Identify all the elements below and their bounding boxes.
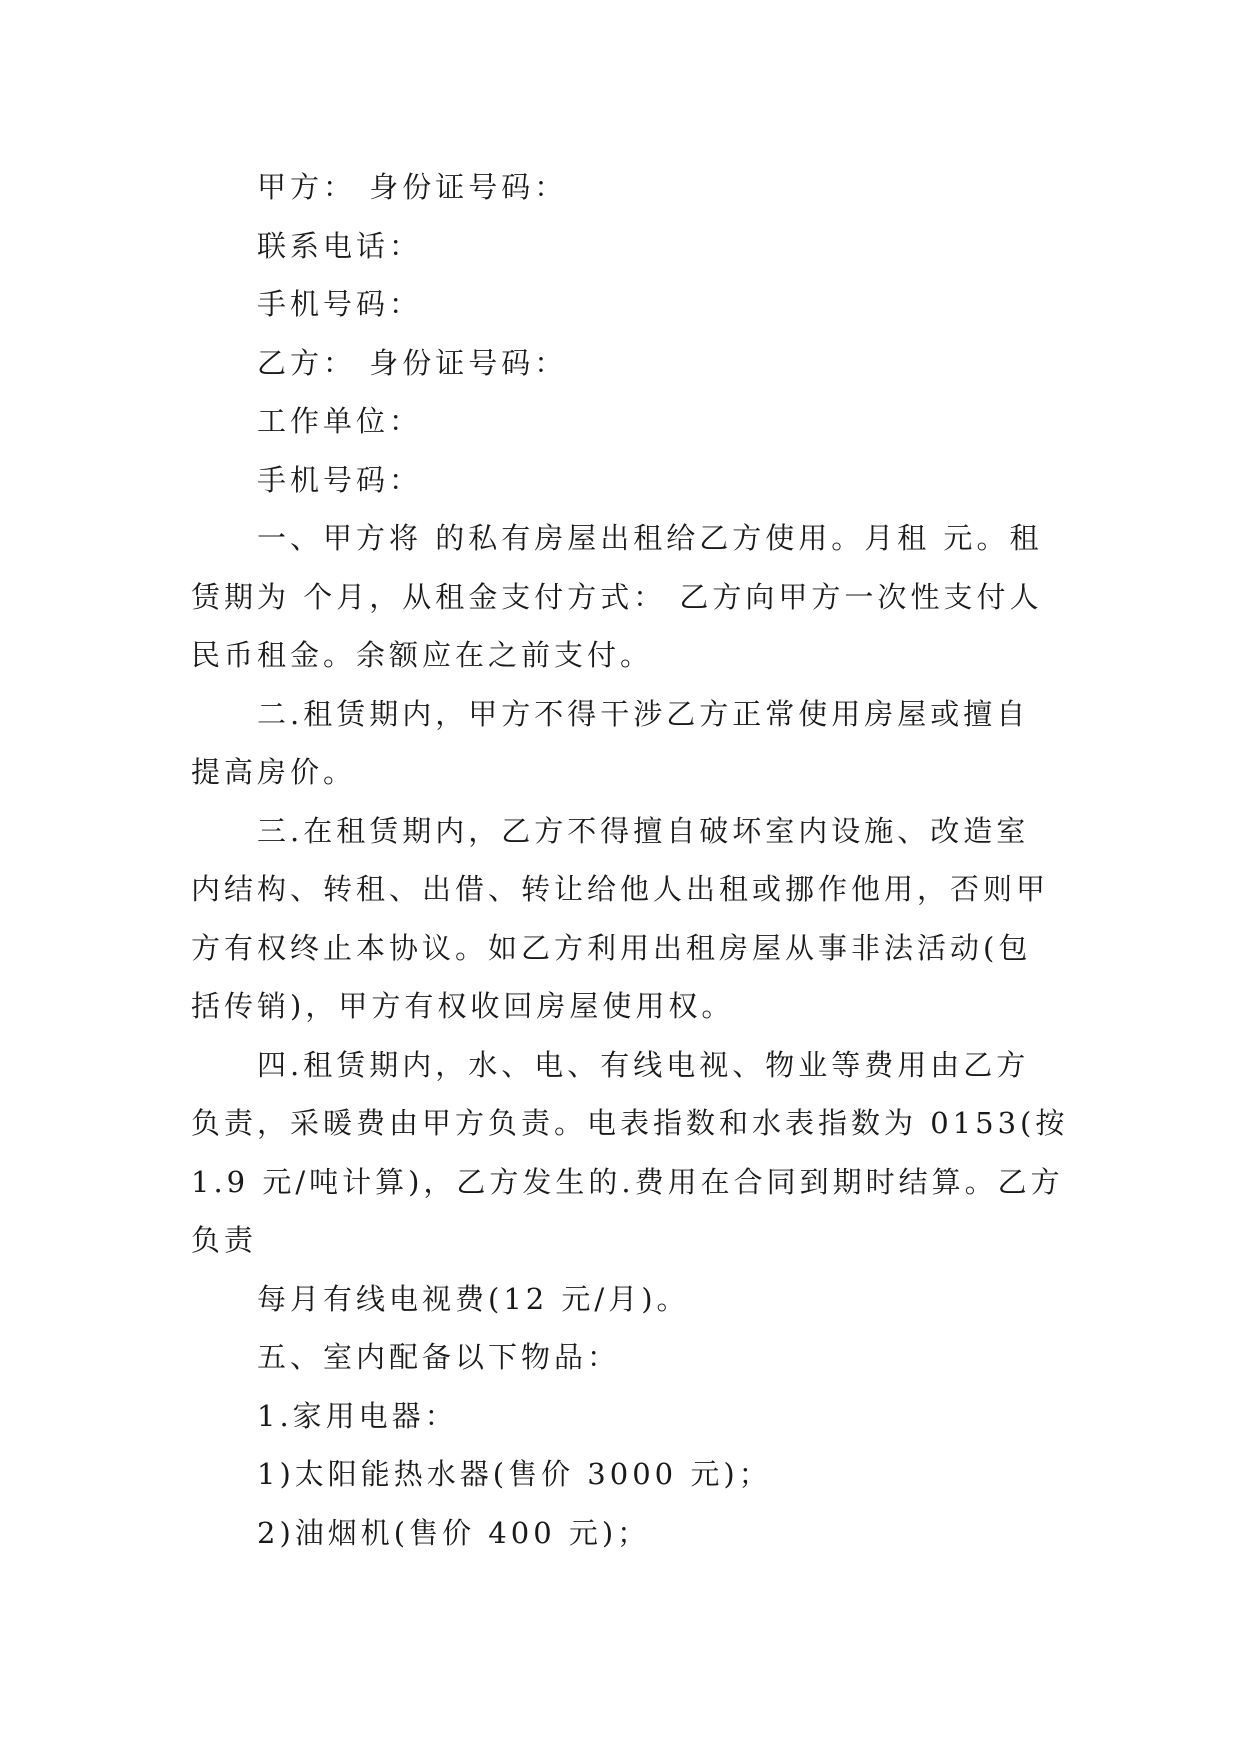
clause-3-line: 内结构、转租、出借、转让给他人出租或挪作他用，否则甲 [191,872,1050,906]
contact-phone-line: 联系电话： [257,228,423,263]
party-b-id-line: 乙方： 身份证号码： [257,345,568,380]
party-a-mobile-line: 手机号码： [257,287,423,321]
clause-2-line: 提高房价。 [191,755,357,789]
clause-1 [191,509,1051,685]
clause-1-line: 一、甲方将 的私有房屋出租给乙方使用。月租 元。租 [257,521,1043,555]
clause-5-heading: 五、室内配备以下物品： [257,1340,621,1374]
clause-3-line: 方有权终止本协议。如乙方利用出租房屋从事非法活动(包 [191,930,1032,965]
clause-2-line: 二.租赁期内，甲方不得干涉乙方正常使用房屋或擅自 [257,696,1030,731]
clause-3-line: 括传销)，甲方有权收回房屋使用权。 [191,989,735,1023]
document-body [191,158,1069,1562]
clause-1-line: 民币租金。余额应在之前支付。 [191,638,654,672]
party-b-mobile-line: 手机号码： [257,462,423,497]
clause-3 [191,802,1051,1036]
clause-4 [191,1036,1069,1270]
appliance-item: 2)油烟机(售价 400 元)； [257,1515,651,1550]
clause-4-line: 负责，采暖费由甲方负责。电表指数和水表指数为 0153(按 [191,1106,1069,1140]
party-a-id-line: 甲方： 身份证号码： [257,170,568,204]
clause-4-line: 负责 [191,1223,258,1257]
clause-4-line: 1.9 元/吨计算)，乙方发生的.费用在合同到期时结算。乙方 [191,1164,1064,1199]
clause-2 [191,685,1051,802]
work-unit-line: 工作单位： [257,404,423,438]
clause-3-line: 三.在租赁期内，乙方不得擅自破坏室内设施、改造室 [257,813,1030,848]
clause-1-line: 赁期为 个月，从租金支付方式： 乙方向甲方一次性支付人 [191,579,1043,614]
appliances-heading: 1.家用电器： [257,1398,458,1433]
clause-4-line: 四.租赁期内，水、电、有线电视、物业等费用由乙方 [257,1047,1030,1082]
cable-tv-fee-line: 每月有线电视费(12 元/月)。 [257,1281,690,1316]
appliance-item: 1)太阳能热水器(售价 3000 元)； [257,1457,772,1491]
